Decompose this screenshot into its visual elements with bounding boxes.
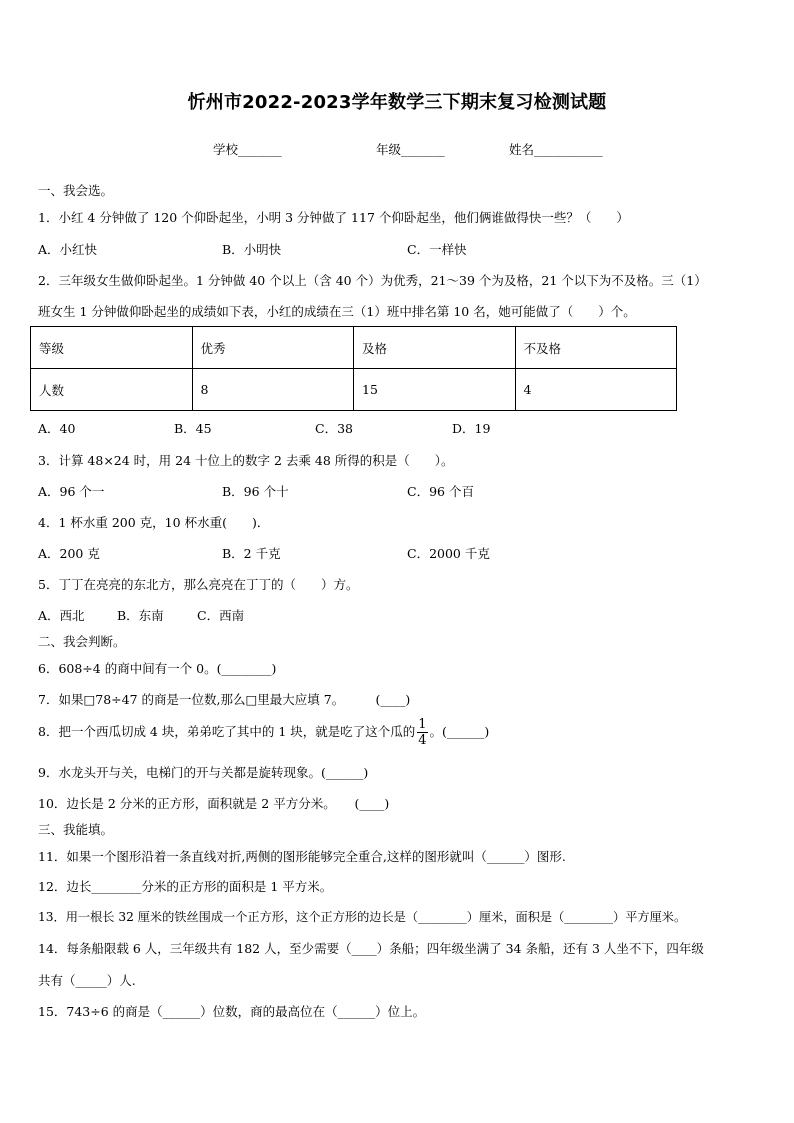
question-8-blank: 。(______): [429, 724, 490, 739]
q4-option-b: B．2 千克: [222, 546, 281, 561]
question-8: [38, 717, 489, 748]
school-field: 学校_______: [213, 142, 282, 157]
question-7: 7．如果□78÷47 的商是一位数,那么□里最大应填 7。 (____): [38, 692, 411, 707]
table-row: [31, 369, 677, 411]
section-heading-fill: 三、我能填。: [38, 822, 114, 837]
q5-option-a: A．西北: [38, 608, 85, 623]
question-4: 4．1 杯水重 200 克，10 杯水重( )．: [38, 515, 270, 530]
question-6: 6．608÷4 的商中间有一个 0。(________): [38, 661, 277, 676]
question-2-line-2: 班女生 1 分钟做仰卧起坐的成绩如下表，小红的成绩在三（1）班中排名第 10 名，她可能做了（ ）个。: [38, 304, 636, 319]
question-1: 1．小红 4 分钟做了 120 个仰卧起坐，小明 3 分钟做了 117 个仰卧起坐，他们俩谁做得快一些？（ ）: [38, 210, 629, 225]
grade-table: [30, 326, 677, 411]
section-heading-judge: 二、我会判断。: [38, 634, 126, 649]
question-11: 11．如果一个图形沿着一条直线对折,两侧的图形能够完全重合,这样的图形就叫（______）图形.: [38, 849, 566, 864]
q3-option-b: B．96 个十: [222, 484, 289, 499]
q3-option-c: C．96 个百: [407, 484, 474, 499]
fraction-numerator: 1: [418, 717, 427, 732]
q2-option-d: D．19: [452, 421, 491, 436]
question-8-text: 8．把一个西瓜切成 4 块，弟弟吃了其中的 1 块，就是吃了这个瓜的: [38, 724, 416, 739]
question-12: 12．边长________分米的正方形的面积是 1 平方米。: [38, 879, 333, 894]
table-cell: 4: [515, 369, 677, 411]
fraction-one-quarter: [417, 717, 427, 748]
fraction-denominator: 4: [418, 733, 427, 748]
table-cell: 优秀: [192, 327, 354, 369]
q4-option-a: A．200 克: [38, 546, 100, 561]
page-title: 忻州市2022-2023学年数学三下期末复习检测试题: [187, 92, 607, 113]
q5-option-c: C．西南: [197, 608, 245, 623]
table-cell: 8: [192, 369, 354, 411]
question-14-line-1: 14．每条船限载 6 人，三年级共有 182 人，至少需要（____）条船；四年级坐满了 34 条船，还有 3 人坐不下，四年级: [38, 941, 704, 956]
question-2-line-1: 2．三年级女生做仰卧起坐。1 分钟做 40 个以上（含 40 个）为优秀，21～39 个为及格，21 个以下为不及格。三（1）: [38, 273, 707, 288]
table-cell: 及格: [354, 327, 516, 369]
q5-option-b: B．东南: [117, 608, 164, 623]
table-cell: 人数: [31, 369, 193, 411]
name-field: 姓名___________: [509, 142, 603, 157]
q2-option-a: A．40: [38, 421, 76, 436]
question-5: 5．丁丁在亮亮的东北方，那么亮亮在丁丁的（ ）方。: [38, 577, 359, 592]
question-13: 13．用一根长 32 厘米的铁丝围成一个正方形，这个正方形的边长是（________）厘米，面积是（________）平方厘米。: [38, 910, 687, 924]
question-3: 3．计算 48×24 时，用 24 十位上的数字 2 去乘 48 所得的积是（ ）。: [38, 453, 454, 468]
question-15: 15．743÷6 的商是（______）位数，商的最高位在（______）位上。: [38, 1004, 426, 1019]
q2-option-b: B．45: [174, 421, 212, 436]
question-14-line-2: 共有（_____）人.: [38, 973, 136, 988]
table-cell: 等级: [31, 327, 193, 369]
table-cell: 15: [354, 369, 516, 411]
q1-option-b: B．小明快: [222, 242, 282, 257]
q2-option-c: C．38: [315, 421, 353, 436]
question-9: 9．水龙头开与关，电梯门的开与关都是旋转现象。(______): [38, 765, 369, 780]
q3-option-a: A．96 个一: [38, 484, 105, 499]
table-row: [31, 327, 677, 369]
table-cell: 不及格: [515, 327, 677, 369]
grade-field: 年级_______: [376, 142, 445, 157]
section-heading-choice: 一、我会选。: [38, 183, 114, 198]
q1-option-c: C．一样快: [407, 242, 467, 257]
question-10: 10．边长是 2 分米的正方形，面积就是 2 平方分米。 (____): [38, 796, 390, 811]
q1-option-a: A．小红快: [38, 242, 98, 257]
q4-option-c: C．2000 千克: [407, 546, 490, 561]
